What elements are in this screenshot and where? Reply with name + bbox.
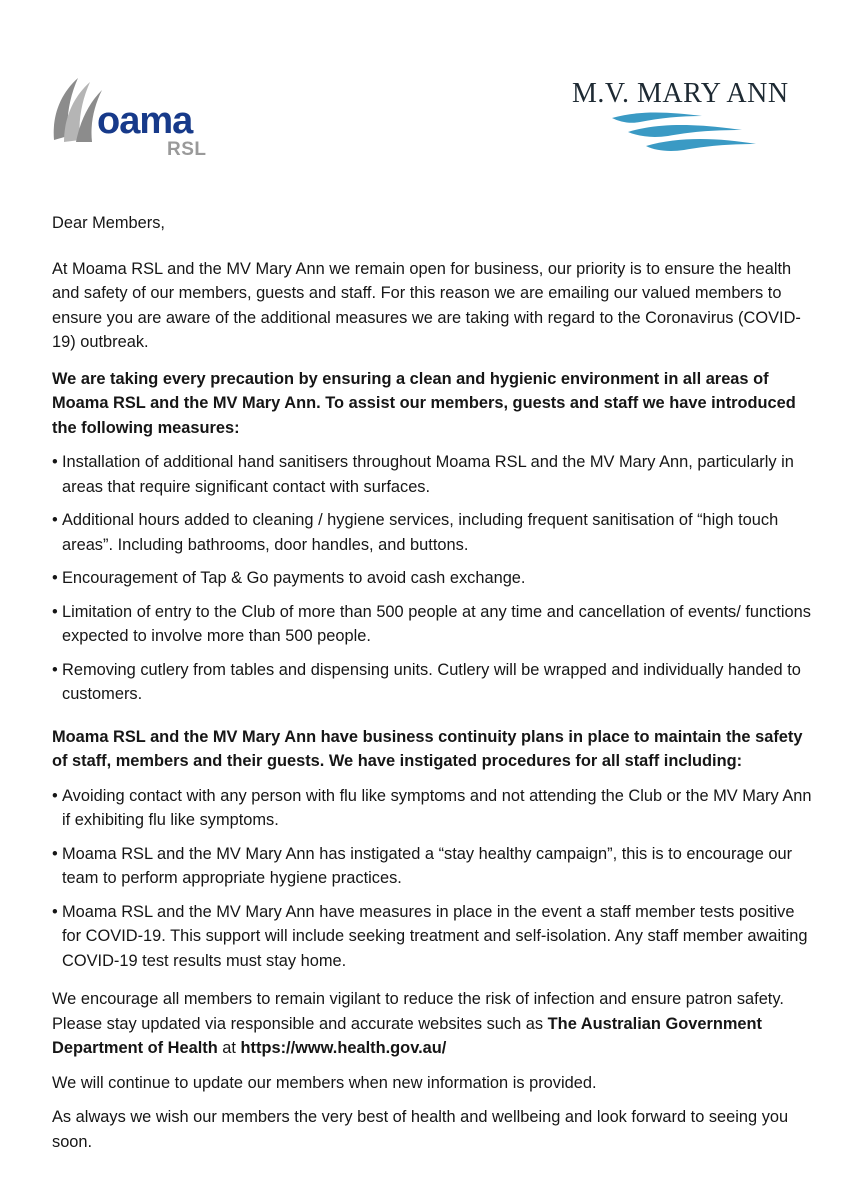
waves-icon [610,110,760,158]
update-note: We will continue to update our members when new information is provided. [52,1073,597,1092]
mv-mary-ann-logo [572,80,802,160]
bullet-icon: • [52,902,58,921]
moama-wordmark: oama [97,100,193,142]
health-website-link[interactable]: https://www.health.gov.au/ [240,1039,447,1057]
encourage-paragraph: We encourage all members to remain vigilant to reduce the risk of infection and ensure patron safety. Please stay updated via responsible and accurate websites such as The Australian Government Department of Health at https://www.health.gov.au/ [52,990,784,1057]
mv-mary-ann-wordmark: M.V. MARY ANN [572,78,789,109]
measures-heading: We are taking every precaution by ensuring a clean and hygienic environment in all areas of Moama RSL and the MV Mary Ann. To assist our members, guests and staff we have introduced the following measures: [52,369,796,437]
list-item: • Avoiding contact with any person with flu like symptoms and not attending the Club or the MV Mary Ann if exhibiting flu like symptoms. [52,784,812,833]
list-item: • Moama RSL and the MV Mary Ann has instigated a “stay healthy campaign”, this is to encourage our team to perform appropriate hygiene practices. [52,842,812,891]
list-item: • Moama RSL and the MV Mary Ann have measures in place in the event a staff member tests positive for COVID-19. This support will include seeking treatment and self-isolation. Any staff member awaiting COVID-19 test results must stay home. [52,900,812,974]
continuity-heading: Moama RSL and the MV Mary Ann have business continuity plans in place to maintain the safety of staff, members and their guests. We have instigated procedures for all staff including: [52,727,803,770]
health-department-name: The Australian Government Department of Health [52,1014,763,1057]
list-item: • Removing cutlery from tables and dispensing units. Cutlery will be wrapped and individually handed to customers. [52,658,812,707]
closing-paragraph: As always we wish our members the very best of health and wellbeing and look forward to seeing you soon. [52,1108,789,1151]
list-item: • Installation of additional hand sanitisers throughout Moama RSL and the MV Mary Ann, particularly in areas that require significant contact with surfaces. [52,450,812,499]
intro-paragraph: At Moama RSL and the MV Mary Ann we remain open for business, our priority is to ensure the health and safety of our members, guests and staff. For this reason we are emailing our valued members to ensure you are aware of the additional measures we are taking with regard to the Coronavirus (COVID-19) outbreak. [52,259,801,351]
bullet-icon: • [52,660,58,679]
bullet-icon: • [52,844,58,863]
moama-rsl-logo [50,76,220,166]
rsl-wordmark: RSL [167,139,207,160]
staff-procedures-list [52,784,812,974]
salutation: Dear Members, [52,214,165,232]
bullet-icon: • [52,511,58,529]
bullet-icon: • [52,786,58,805]
bullet-icon: • [52,569,58,587]
list-item: • Limitation of entry to the Club of more than 500 people at any time and cancellation of events/ functions expected to involve more than 500 people. [52,600,812,649]
list-item: • Encouragement of Tap & Go payments to avoid cash exchange. [52,566,812,591]
bullet-icon: • [52,453,58,471]
letter-body [52,211,812,1164]
bullet-icon: • [52,602,58,621]
list-item: • Additional hours added to cleaning / hygiene services, including frequent sanitisation of “high touch areas”. Including bathrooms, door handles, and buttons. [52,508,812,557]
measures-list [52,450,812,707]
